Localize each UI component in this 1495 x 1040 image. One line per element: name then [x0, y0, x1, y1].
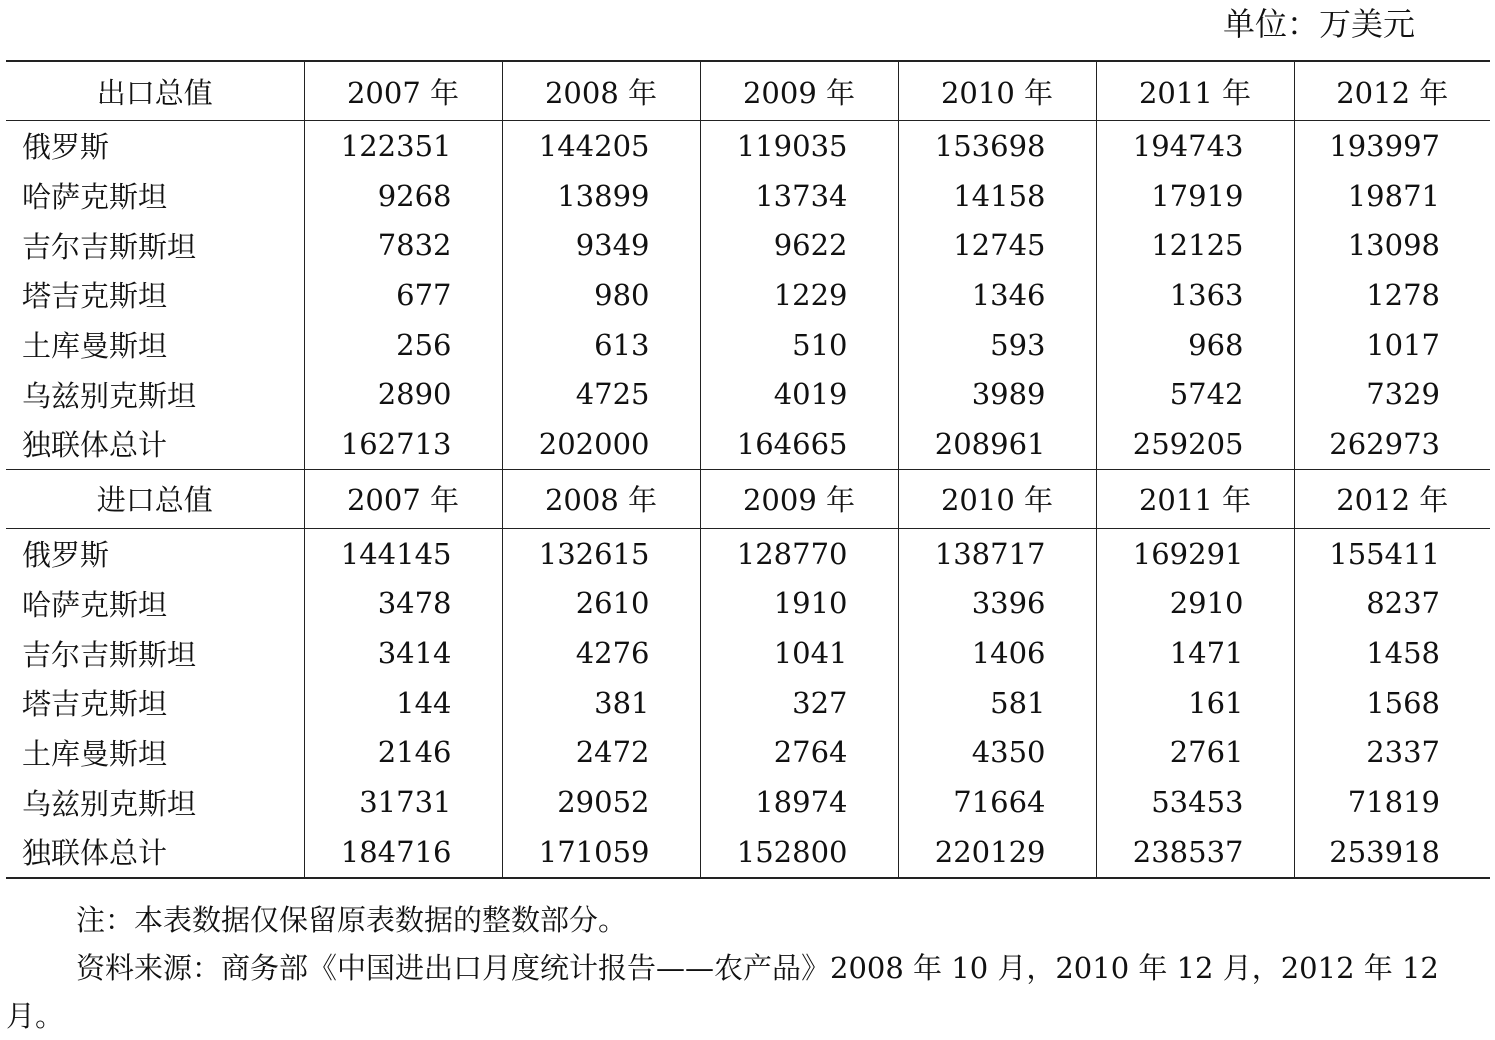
value-cell: 144145	[304, 528, 502, 578]
value-cell: 2761	[1096, 728, 1294, 778]
country-name: 乌兹别克斯坦	[22, 378, 197, 413]
value-cell: 208961	[898, 419, 1096, 469]
value-cell: 1229	[700, 270, 898, 320]
export-header-label: 出口总值	[6, 61, 304, 121]
import-header-label: 进口总值	[6, 469, 304, 528]
table-row	[6, 320, 1490, 370]
table-row	[6, 528, 1490, 578]
value-cell: 677	[304, 270, 502, 320]
year-header: 2008 年	[502, 61, 700, 121]
value-cell: 1017	[1294, 320, 1490, 370]
year-header: 2010 年	[898, 61, 1096, 121]
value-cell: 164665	[700, 419, 898, 469]
value-cell: 152800	[700, 827, 898, 878]
country-name: 吉尔吉斯斯坦	[22, 637, 197, 672]
value-cell: 31731	[304, 777, 502, 827]
value-cell: 510	[700, 320, 898, 370]
value-cell: 4350	[898, 728, 1096, 778]
value-cell: 238537	[1096, 827, 1294, 878]
value-cell: 9622	[700, 220, 898, 270]
value-cell: 262973	[1294, 419, 1490, 469]
value-cell: 1910	[700, 579, 898, 629]
country-name: 哈萨克斯坦	[22, 587, 168, 622]
table-row	[6, 728, 1490, 778]
value-cell: 184716	[304, 827, 502, 878]
table-notes	[6, 896, 1490, 1040]
value-cell: 18974	[700, 777, 898, 827]
year-header: 2012 年	[1294, 469, 1490, 528]
value-cell: 1346	[898, 270, 1096, 320]
value-cell: 202000	[502, 419, 700, 469]
value-cell: 13899	[502, 171, 700, 221]
value-cell: 153698	[898, 121, 1096, 171]
value-cell: 581	[898, 678, 1096, 728]
value-cell: 138717	[898, 528, 1096, 578]
value-cell: 132615	[502, 528, 700, 578]
value-cell: 2337	[1294, 728, 1490, 778]
value-cell: 71664	[898, 777, 1096, 827]
value-cell: 1278	[1294, 270, 1490, 320]
value-cell: 155411	[1294, 528, 1490, 578]
value-cell: 12745	[898, 220, 1096, 270]
table-row	[6, 171, 1490, 221]
trade-table	[6, 60, 1490, 879]
table-row	[6, 579, 1490, 629]
value-cell: 71819	[1294, 777, 1490, 827]
value-cell: 53453	[1096, 777, 1294, 827]
value-cell: 4019	[700, 369, 898, 419]
value-cell: 122351	[304, 121, 502, 171]
year-header: 2011 年	[1096, 61, 1294, 121]
year-header: 2012 年	[1294, 61, 1490, 121]
value-cell: 14158	[898, 171, 1096, 221]
country-name: 独联体总计	[22, 428, 168, 463]
value-cell: 161	[1096, 678, 1294, 728]
value-cell: 9349	[502, 220, 700, 270]
value-cell: 144205	[502, 121, 700, 171]
value-cell: 13098	[1294, 220, 1490, 270]
country-name: 乌兹别克斯坦	[22, 786, 197, 821]
value-cell: 1363	[1096, 270, 1294, 320]
country-name: 塔吉克斯坦	[22, 279, 168, 314]
table-row	[6, 628, 1490, 678]
country-name: 独联体总计	[6, 827, 304, 878]
table-row	[6, 369, 1490, 419]
value-cell: 613	[502, 320, 700, 370]
value-cell: 256	[304, 320, 502, 370]
year-header: 2007 年	[304, 469, 502, 528]
value-cell: 5742	[1096, 369, 1294, 419]
value-cell: 1568	[1294, 678, 1490, 728]
value-cell: 193997	[1294, 121, 1490, 171]
value-cell: 327	[700, 678, 898, 728]
year-header: 2011 年	[1096, 469, 1294, 528]
note-text: 注：本表数据仅保留原表数据的整数部分。	[76, 903, 628, 937]
value-cell: 2472	[502, 728, 700, 778]
table-row	[6, 220, 1490, 270]
value-cell: 9268	[304, 171, 502, 221]
year-header: 2007 年	[304, 61, 502, 121]
value-cell: 12125	[1096, 220, 1294, 270]
value-cell: 220129	[898, 827, 1096, 878]
value-cell: 1471	[1096, 628, 1294, 678]
value-cell: 1406	[898, 628, 1096, 678]
value-cell: 13734	[700, 171, 898, 221]
value-cell: 3989	[898, 369, 1096, 419]
country-name: 吉尔吉斯斯坦	[22, 229, 197, 264]
table-row	[6, 777, 1490, 827]
country-name: 俄罗斯	[22, 130, 110, 165]
value-cell: 144	[304, 678, 502, 728]
value-cell: 17919	[1096, 171, 1294, 221]
value-cell: 253918	[1294, 827, 1490, 878]
year-header: 2009 年	[700, 61, 898, 121]
value-cell: 3396	[898, 579, 1096, 629]
value-cell: 162713	[304, 419, 502, 469]
country-name: 哈萨克斯坦	[22, 180, 168, 215]
country-name: 塔吉克斯坦	[22, 687, 168, 722]
value-cell: 128770	[700, 528, 898, 578]
country-name: 土库曼斯坦	[22, 329, 168, 364]
value-cell: 2910	[1096, 579, 1294, 629]
country-name: 土库曼斯坦	[22, 736, 168, 771]
unit-label: 单位：万美元	[1222, 5, 1415, 43]
import-section	[6, 469, 1490, 877]
value-cell: 7329	[1294, 369, 1490, 419]
value-cell: 169291	[1096, 528, 1294, 578]
value-cell: 593	[898, 320, 1096, 370]
table-row	[6, 678, 1490, 728]
table-row	[6, 270, 1490, 320]
value-cell: 4276	[502, 628, 700, 678]
value-cell: 4725	[502, 369, 700, 419]
value-cell: 259205	[1096, 419, 1294, 469]
year-header: 2009 年	[700, 469, 898, 528]
table-row	[6, 419, 1490, 469]
export-header-row	[6, 61, 1490, 121]
year-header: 2008 年	[502, 469, 700, 528]
value-cell: 2890	[304, 369, 502, 419]
table-row	[6, 827, 1490, 878]
value-cell: 7832	[304, 220, 502, 270]
value-cell: 381	[502, 678, 700, 728]
value-cell: 2764	[700, 728, 898, 778]
value-cell: 8237	[1294, 579, 1490, 629]
value-cell: 19871	[1294, 171, 1490, 221]
value-cell: 1041	[700, 628, 898, 678]
value-cell: 3478	[304, 579, 502, 629]
value-cell: 171059	[502, 827, 700, 878]
value-cell: 980	[502, 270, 700, 320]
value-cell: 194743	[1096, 121, 1294, 171]
value-cell: 29052	[502, 777, 700, 827]
value-cell: 2146	[304, 728, 502, 778]
table-row	[6, 121, 1490, 171]
value-cell: 2610	[502, 579, 700, 629]
year-header: 2010 年	[898, 469, 1096, 528]
country-name: 俄罗斯	[22, 538, 110, 573]
export-section	[6, 61, 1490, 469]
value-cell: 968	[1096, 320, 1294, 370]
value-cell: 3414	[304, 628, 502, 678]
value-cell: 1458	[1294, 628, 1490, 678]
source-text: 资料来源：商务部《中国进出口月度统计报告——农产品》2008 年 10 月，2010 年 12 月，2012 年 12 月。	[6, 951, 1439, 1033]
value-cell: 119035	[700, 121, 898, 171]
import-header-row	[6, 469, 1490, 528]
